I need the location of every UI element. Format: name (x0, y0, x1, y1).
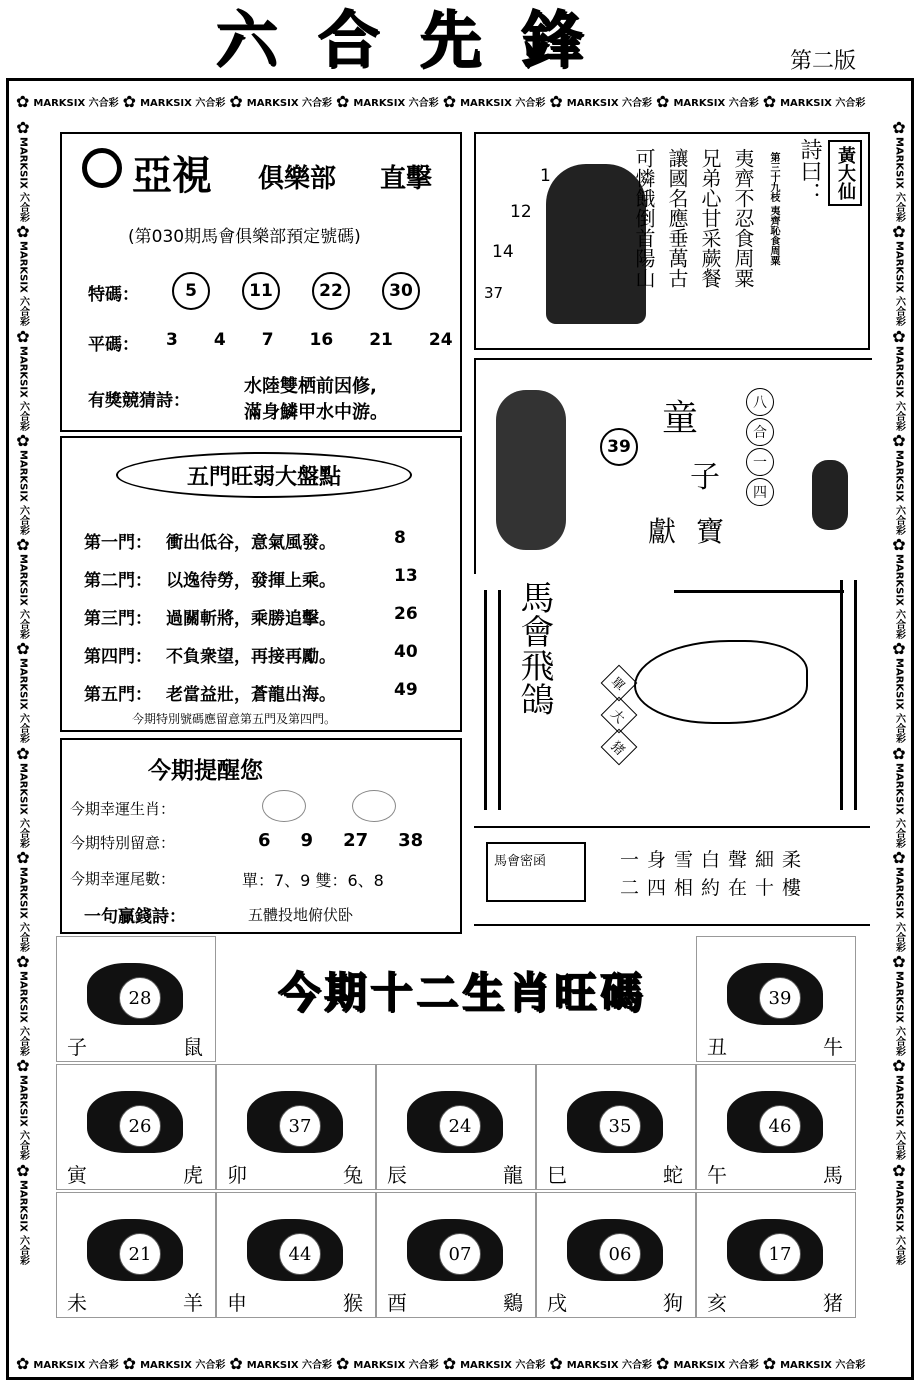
poem-number: 14 (492, 242, 514, 262)
strip-text: MARKSIX 六合彩 (566, 97, 653, 109)
reminder-box (60, 738, 462, 934)
strip-text: MARKSIX 六合彩 (893, 345, 905, 431)
normal-label: 平碼： (88, 335, 139, 355)
lucky-tail-label: 今期幸運尾數： (70, 870, 176, 888)
pigeon-title: 馬會飛鴿 (514, 580, 554, 716)
zodiac-animal: 龍 (503, 1163, 523, 1187)
strip-text: MARKSIX 六合彩 (33, 97, 119, 109)
attention-number: 38 (398, 830, 424, 851)
flower-icon: ✿ (656, 1353, 670, 1373)
gate-number: 13 (394, 566, 418, 586)
flower-icon: ✿ (16, 91, 30, 111)
brand-name: 亞視 (132, 152, 212, 199)
flower-icon: ✿ (889, 1160, 909, 1180)
envelope-icon (486, 842, 586, 902)
letter-panel (474, 826, 870, 926)
strip-text: MARKSIX 六合彩 (17, 345, 29, 431)
flower-icon: ✿ (229, 91, 243, 111)
attention-number: 6 (258, 830, 271, 851)
gate-text: 以逸待勞，發揮上乘。 (166, 571, 336, 591)
attention-number: 27 (343, 830, 369, 851)
zodiac-cell (56, 1064, 216, 1190)
lantern (746, 388, 774, 506)
divider (484, 590, 487, 810)
zodiac-banner: 今期十二生肖旺碼 (277, 968, 646, 1017)
normal-number: 21 (369, 330, 393, 350)
child-title: 童 (662, 398, 699, 439)
flower-icon: ✿ (13, 222, 33, 242)
flower-icon: ✿ (13, 847, 33, 867)
zodiac-branch: 申 (227, 1291, 247, 1315)
lucky-zodiac-label: 今期幸運生肖： (70, 800, 176, 818)
children-figure-icon (496, 390, 566, 550)
divider (854, 580, 857, 810)
pigeon-icon (634, 640, 808, 724)
flower-icon: ✿ (13, 430, 33, 450)
strip-text: MARKSIX 六合彩 (17, 1075, 29, 1161)
zodiac-branch: 亥 (707, 1291, 727, 1315)
right-strip (888, 118, 910, 1348)
normal-number: 24 (428, 330, 453, 350)
letter-line: 一身雪白聲細柔 (620, 849, 810, 871)
flower-icon: ✿ (889, 639, 909, 659)
poem-columns (630, 148, 758, 288)
zodiac-animal: 羊 (183, 1291, 203, 1315)
five-gates-box (60, 436, 462, 732)
strip-text: MARKSIX 六合彩 (17, 866, 29, 953)
strip-text: MARKSIX 六合彩 (893, 658, 905, 744)
zodiac-number: 35 (599, 1105, 641, 1147)
zodiac-animal: 狗 (663, 1291, 683, 1315)
gate-text: 不負衆望，再接再勵。 (166, 647, 336, 667)
zodiac-animal: 鼠 (183, 1035, 203, 1059)
gate-number: 26 (394, 604, 418, 624)
zodiac-number: 44 (279, 1233, 321, 1275)
strip-text: MARKSIX 六合彩 (893, 241, 905, 327)
zodiac-animal: 馬 (823, 1163, 843, 1187)
strip-text: MARKSIX 六合彩 (17, 971, 29, 1057)
letter-lines (620, 846, 809, 902)
special-ball: 5 (172, 272, 210, 310)
zodiac-animal: 蛇 (663, 1163, 683, 1187)
brand-club: 俱樂部 (258, 164, 337, 194)
special-attention-numbers (258, 830, 423, 851)
lucky-tail: 單：7、9 雙：6、8 (242, 871, 384, 890)
normal-number: 16 (309, 330, 334, 350)
strip-text: MARKSIX 六合彩 (673, 1359, 759, 1371)
zodiac-branch: 子 (67, 1035, 87, 1059)
zodiac-number: 17 (759, 1233, 801, 1275)
flower-icon: ✿ (889, 430, 909, 450)
brand-logo-icon (82, 148, 122, 188)
strip-text: MARKSIX 六合彩 (893, 1075, 905, 1161)
poem-panel (474, 132, 870, 350)
poem-line: 滿身鱗甲水中游。 (244, 402, 388, 423)
flower-icon: ✿ (549, 91, 563, 111)
flower-icon: ✿ (13, 639, 33, 659)
flower-icon: ✿ (442, 91, 457, 111)
strip-text: MARKSIX 六合彩 (17, 1179, 29, 1265)
poem-small: 第三十九枝 夷齊恥食周粟 (768, 152, 779, 266)
strip-text: MARKSIX 六合彩 (17, 241, 29, 327)
flower-icon: ✿ (889, 118, 909, 137)
poem-column: 可憐餓倒首陽山 (632, 148, 656, 288)
reminder-title: 今期提醒您 (148, 757, 263, 784)
poem-heading: 詩曰： (797, 138, 822, 204)
zodiac-number: 07 (439, 1233, 481, 1275)
zodiac-animal: 兔 (343, 1163, 363, 1187)
flower-icon: ✿ (122, 91, 137, 111)
strip-text: MARKSIX 六合彩 (780, 97, 866, 109)
attention-number: 9 (300, 830, 314, 851)
strip-text: MARKSIX 六合彩 (673, 97, 759, 109)
strip-text: MARKSIX 六合彩 (780, 1359, 866, 1371)
normal-number: 3 (166, 330, 178, 350)
zodiac-cell (696, 1064, 856, 1190)
strip-text: MARKSIX 六合彩 (17, 762, 29, 848)
flower-icon: ✿ (889, 743, 909, 763)
zodiac-number: 46 (759, 1105, 801, 1147)
gate-text: 過關斬將，乘勝追擊。 (166, 609, 336, 629)
edition-label: 第二版 (790, 49, 857, 74)
pigeon-panel (484, 580, 864, 810)
zodiac-animal: 猪 (823, 1291, 843, 1315)
child-ball: 39 (600, 428, 638, 466)
flower-icon: ✿ (889, 847, 909, 867)
lantern-char: 合 (746, 418, 774, 446)
child-panel (474, 358, 872, 574)
pigeon-tag: 單 (601, 665, 638, 702)
flower-icon: ✿ (889, 1056, 909, 1076)
strip-text: MARKSIX 六合彩 (893, 554, 905, 640)
poem-column: 夷齊不忍食周粟 (731, 148, 755, 288)
strip-text: MARKSIX 六合彩 (17, 137, 29, 223)
gate-label: 第四門： (84, 647, 152, 667)
pigeon-tag: 大 (601, 697, 638, 734)
strip-text: MARKSIX 六合彩 (140, 1359, 226, 1371)
zodiac-number: 24 (439, 1105, 481, 1147)
zodiac-cell (216, 1064, 376, 1190)
zodiac-animal: 牛 (823, 1035, 843, 1059)
zodiac-number: 37 (279, 1105, 321, 1147)
strip-text: MARKSIX 六合彩 (893, 971, 905, 1057)
strip-text: MARKSIX 六合彩 (893, 762, 905, 848)
divider (498, 590, 501, 810)
strip-text: MARKSIX 六合彩 (353, 97, 439, 109)
gate-number: 40 (394, 642, 418, 662)
zodiac-branch: 丑 (707, 1035, 727, 1059)
zodiac-cell (536, 1192, 696, 1318)
left-strip (12, 118, 34, 1348)
flower-icon: ✿ (13, 952, 33, 972)
flower-icon: ✿ (122, 1353, 137, 1373)
pigeon-tag: 猪 (601, 729, 638, 766)
flower-icon: ✿ (889, 535, 909, 555)
strip-text: MARKSIX 六合彩 (893, 137, 905, 223)
flower-icon: ✿ (889, 326, 909, 346)
flower-icon: ✿ (442, 1353, 457, 1373)
zodiac-branch: 酉 (387, 1291, 407, 1315)
normal-numbers (166, 330, 453, 350)
poem (244, 374, 388, 426)
panel-tag: 黃大仙 (828, 140, 862, 206)
boy-figure-icon (812, 460, 848, 530)
flower-icon: ✿ (13, 118, 33, 137)
flower-icon: ✿ (889, 222, 909, 242)
zodiac-animal: 猴 (343, 1291, 363, 1315)
strip-text: MARKSIX 六合彩 (17, 554, 29, 640)
zodiac-number: 21 (119, 1233, 161, 1275)
zodiac-branch: 未 (67, 1291, 87, 1315)
zodiac-branch: 午 (707, 1163, 727, 1187)
bottom-strip (12, 1352, 910, 1374)
special-ball: 11 (242, 272, 280, 310)
strip-text: MARKSIX 六合彩 (246, 1359, 333, 1371)
strip-text: MARKSIX 六合彩 (460, 97, 546, 109)
gates-note: 今期特別號碼應留意第五門及第四門。 (132, 712, 337, 726)
flower-icon: ✿ (13, 743, 33, 763)
poem-label: 有獎競猜詩： (88, 391, 190, 411)
normal-number: 4 (213, 330, 226, 350)
subtitle: (第030期馬會俱樂部預定號碼) (128, 227, 361, 247)
zodiac-number: 28 (119, 977, 161, 1019)
flower-icon: ✿ (549, 1353, 563, 1373)
flower-icon: ✿ (229, 1353, 243, 1373)
zodiac-animal: 虎 (183, 1163, 203, 1187)
normal-number: 7 (261, 330, 274, 350)
special-attention-label: 今期特別留意： (70, 834, 176, 852)
zodiac-number: 06 (599, 1233, 641, 1275)
zodiac-cell (376, 1064, 536, 1190)
zodiac-section (56, 936, 864, 1318)
gate-text: 老當益壯，蒼龍出海。 (166, 685, 336, 705)
strip-text: MARKSIX 六合彩 (460, 1359, 546, 1371)
zodiac-animal: 鷄 (503, 1291, 523, 1315)
flower-icon: ✿ (656, 91, 670, 111)
page-title: 六合先鋒 (215, 3, 624, 76)
flower-icon: ✿ (762, 1353, 777, 1373)
strip-text: MARKSIX 六合彩 (893, 1179, 905, 1265)
flower-icon: ✿ (13, 1160, 33, 1180)
top-strip (12, 90, 910, 112)
five-gates-title: 五門旺弱大盤點 (116, 452, 412, 498)
strip-text: MARKSIX 六合彩 (566, 1359, 653, 1371)
poem-number: 12 (510, 202, 532, 222)
zodiac-number: 39 (759, 977, 801, 1019)
zodiac-branch: 寅 (67, 1163, 87, 1187)
lantern-char: 四 (746, 478, 774, 506)
flower-icon: ✿ (13, 1056, 33, 1076)
envelope-label: 馬會密函 (494, 854, 547, 869)
strip-text: MARKSIX 六合彩 (246, 97, 333, 109)
lantern-char: 八 (746, 388, 774, 416)
pigeon-tags (606, 670, 632, 760)
strip-text: MARKSIX 六合彩 (33, 1359, 119, 1371)
divider (674, 590, 844, 593)
gate-number: 49 (394, 680, 418, 700)
flower-icon: ✿ (762, 91, 777, 111)
strip-text: MARKSIX 六合彩 (893, 866, 905, 953)
special-numbers (172, 272, 420, 310)
flower-icon: ✿ (336, 1353, 350, 1373)
zodiac-cell (376, 1192, 536, 1318)
zodiac-branch: 巳 (547, 1163, 567, 1187)
special-label: 特碼： (88, 285, 139, 305)
strip-text: MARKSIX 六合彩 (17, 658, 29, 744)
zodiac-icon (352, 790, 396, 822)
zodiac-cell (216, 1192, 376, 1318)
zodiac-branch: 辰 (387, 1163, 407, 1187)
poem-number: 37 (484, 284, 504, 302)
zodiac-cell (56, 936, 216, 1062)
poem-number: 1 (540, 166, 551, 186)
flower-icon: ✿ (336, 91, 350, 111)
poem-line: 水陸雙栖前因修, (244, 376, 377, 397)
zodiac-cell (696, 936, 856, 1062)
zodiac-cell (696, 1192, 856, 1318)
flower-icon: ✿ (13, 326, 33, 346)
zodiac-branch: 卯 (227, 1163, 247, 1187)
strip-text: MARKSIX 六合彩 (353, 1359, 439, 1371)
brand-direct: 直擊 (380, 164, 433, 194)
zodiac-cell (536, 1064, 696, 1190)
zodiac-number: 26 (119, 1105, 161, 1147)
win-poem-label: 一句贏錢詩： (84, 907, 186, 927)
gate-label: 第三門： (84, 609, 152, 629)
strip-text: MARKSIX 六合彩 (17, 449, 29, 536)
child-title: 獻寶 (648, 515, 745, 548)
gate-label: 第二門： (84, 571, 152, 591)
flower-icon: ✿ (13, 535, 33, 555)
child-title: 子 (690, 460, 720, 495)
zodiac-icon (262, 790, 306, 822)
strip-text: MARKSIX 六合彩 (893, 449, 905, 536)
divider (840, 580, 843, 810)
flower-icon: ✿ (889, 952, 909, 972)
special-ball: 30 (382, 272, 420, 310)
zodiac-branch: 戌 (547, 1291, 567, 1315)
win-poem: 五體投地俯伏卧 (248, 906, 354, 924)
lantern-char: 一 (746, 448, 774, 476)
prediction-box (60, 132, 462, 432)
poem-column: 讓國名應垂萬古 (665, 148, 689, 288)
gate-text: 衝出低谷，意氣風發。 (166, 533, 336, 553)
zodiac-cell (56, 1192, 216, 1318)
flower-icon: ✿ (16, 1353, 30, 1373)
strip-text: MARKSIX 六合彩 (140, 97, 226, 109)
poem-column: 兄弟心甘采蕨餐 (698, 148, 722, 288)
gate-label: 第五門： (84, 685, 152, 705)
gate-number: 8 (394, 528, 406, 548)
special-ball: 22 (312, 272, 350, 310)
letter-line: 二四相約在十樓 (620, 877, 810, 899)
gate-label: 第一門： (84, 533, 152, 553)
